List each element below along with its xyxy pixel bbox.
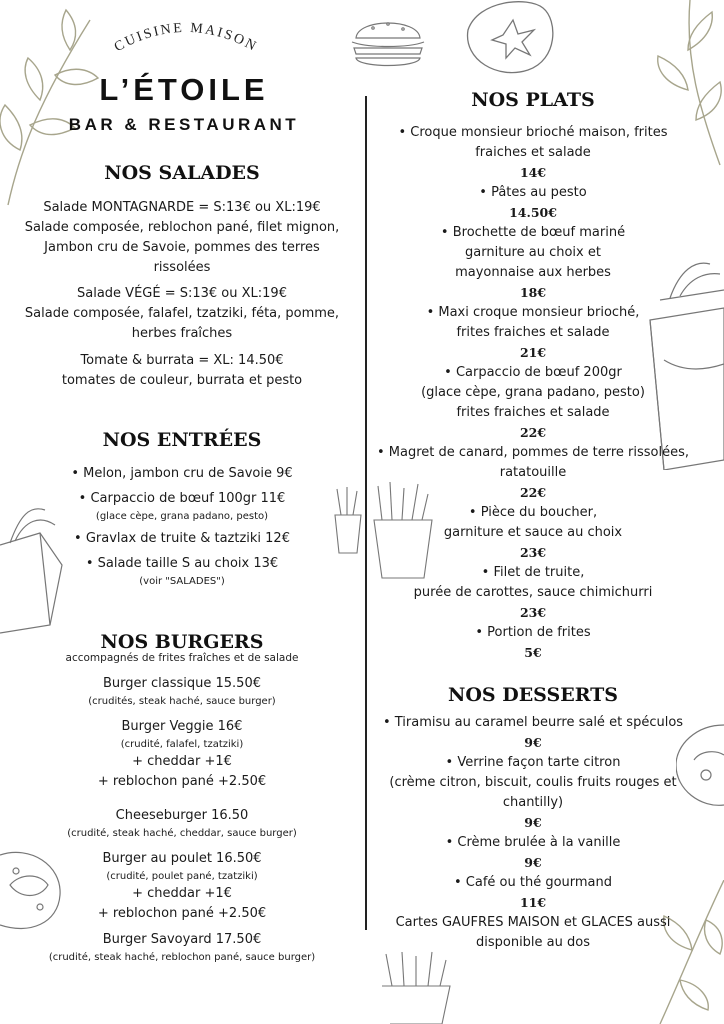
dessert-cafe-gourmand-price: 11€ xyxy=(519,895,547,910)
plat-pates-price: 14.50€ xyxy=(509,205,557,220)
salades-section xyxy=(6,198,358,391)
burgers-section xyxy=(6,674,358,965)
plat-carpaccio-line-2: (glace cèpe, grana padano, pesto) xyxy=(421,385,645,400)
plat-croque-line-2: fraiches et salade xyxy=(475,145,591,160)
plat-frites-line-1: • Portion de frites xyxy=(475,625,591,640)
plat-frites-price: 5€ xyxy=(524,645,542,660)
salade-vege-name: Salade VÉGÉ = S:13€ ou XL:19€ xyxy=(77,286,287,301)
tagline xyxy=(96,14,276,64)
desserts-section xyxy=(366,713,700,953)
tomate-burrata-name: Tomate & burrata = XL: 14.50€ xyxy=(80,353,284,368)
plat-maxi-croque-line-2: frites fraiches et salade xyxy=(456,325,610,340)
plat-magret-price: 22€ xyxy=(519,485,547,500)
entree-salade-s: • Salade taille S au choix 13€ xyxy=(85,556,279,571)
plat-truite-price: 23€ xyxy=(519,605,547,620)
dessert-creme-brulee-price: 9€ xyxy=(524,855,542,870)
plat-magret-line-1: • Magret de canard, pommes de terre rissolées, xyxy=(376,445,690,460)
dessert-tiramisu-price: 9€ xyxy=(524,735,542,750)
salade-montagnarde-name: Salade MONTAGNARDE = S:13€ ou XL:19€ xyxy=(43,200,321,215)
entree-gravlax: • Gravlax de truite & taztziki 12€ xyxy=(74,531,290,546)
entree-carpaccio: • Carpaccio de bœuf 100gr 11€ xyxy=(78,491,286,506)
entrees-heading: NOS ENTRÉES xyxy=(102,429,262,451)
burger-veggie-name: Burger Veggie 16€ xyxy=(121,719,243,734)
plat-piece-boucher-line-2: garniture et sauce au choix xyxy=(443,525,623,540)
plat-truite-line-1: • Filet de truite, xyxy=(481,565,585,580)
salade-montagnarde-desc-1: Salade composée, reblochon pané, filet mignon, xyxy=(24,220,340,235)
burger-veggie-extra-cheddar: + cheddar +1€ xyxy=(132,754,232,769)
salade-vege-desc-2: herbes fraîches xyxy=(131,326,233,341)
desserts-footer-line-1: Cartes GAUFRES MAISON et GLACES aussi xyxy=(395,915,671,930)
plat-carpaccio-line-1: • Carpaccio de bœuf 200gr xyxy=(444,365,622,380)
desserts-footer-line-2: disponible au dos xyxy=(475,935,590,950)
dessert-creme-brulee-line-1: • Crème brulée à la vanille xyxy=(445,835,621,850)
plat-brochette-price: 18€ xyxy=(519,285,547,300)
dessert-verrine-price: 9€ xyxy=(524,815,542,830)
dessert-verrine-line-1: • Verrine façon tarte citron xyxy=(445,755,621,770)
plat-piece-boucher-price: 23€ xyxy=(519,545,547,560)
burger-classique-name: Burger classique 15.50€ xyxy=(103,676,261,691)
fries-bottom-illustration xyxy=(376,950,456,1024)
burger-veggie-note: (crudité, falafel, tzatziki) xyxy=(120,739,244,750)
tomate-burrata-desc-1: tomates de couleur, burrata et pesto xyxy=(61,373,303,388)
plat-carpaccio-price: 22€ xyxy=(519,425,547,440)
burger-poulet-note: (crudité, poulet pané, tzatziki) xyxy=(106,871,258,882)
burger-illustration xyxy=(348,12,428,74)
plat-maxi-croque-price: 21€ xyxy=(519,345,547,360)
cheeseburger-name: Cheeseburger 16.50 xyxy=(115,808,249,823)
burger-savoyard-name: Burger Savoyard 17.50€ xyxy=(102,932,262,947)
dessert-tiramisu-line-1: • Tiramisu au caramel beurre salé et spéculos xyxy=(382,715,684,730)
dessert-verrine-line-2: (crème citron, biscuit, coulis fruits rouges et xyxy=(389,775,677,790)
plat-brochette-line-1: • Brochette de bœuf mariné xyxy=(440,225,626,240)
tagline-text: CUISINE MAISON xyxy=(111,20,261,56)
tomato-illustration-top xyxy=(458,0,568,80)
burger-poulet-name: Burger au poulet 16.50€ xyxy=(102,851,262,866)
desserts-heading: NOS DESSERTS xyxy=(447,684,619,706)
restaurant-name: L’ÉTOILE xyxy=(99,72,269,107)
salade-vege-desc-1: Salade composée, falafel, tzatziki, féta, pomme, xyxy=(24,306,340,321)
plat-brochette-line-3: mayonnaise aux herbes xyxy=(455,265,611,280)
entrees-section xyxy=(6,464,358,589)
burger-savoyard-note: (crudité, steak haché, reblochon pané, sauce burger) xyxy=(48,952,316,963)
plats-section xyxy=(366,123,700,663)
burgers-subtitle: accompagnés de frites fraîches et de salade xyxy=(65,652,299,664)
entree-melon: • Melon, jambon cru de Savoie 9€ xyxy=(71,466,293,481)
entree-salade-s-note: (voir "SALADES") xyxy=(139,576,225,587)
burger-poulet-extra-cheddar: + cheddar +1€ xyxy=(132,886,232,901)
plat-pates-line-1: • Pâtes au pesto xyxy=(479,185,587,200)
salade-montagnarde-desc-2: Jambon cru de Savoie, pommes des terres xyxy=(44,240,320,255)
plat-piece-boucher-line-1: • Pièce du boucher, xyxy=(468,505,598,520)
plat-carpaccio-line-3: frites fraiches et salade xyxy=(456,405,610,420)
cheeseburger-note: (crudité, steak haché, cheddar, sauce burger) xyxy=(67,828,297,839)
plats-heading: NOS PLATS xyxy=(471,89,595,111)
salades-heading: NOS SALADES xyxy=(104,162,260,184)
burger-veggie-extra-reblochon: + reblochon pané +2.50€ xyxy=(97,774,267,789)
plat-croque-price: 14€ xyxy=(519,165,547,180)
entree-carpaccio-note: (glace cèpe, grana padano, pesto) xyxy=(95,511,269,522)
dessert-verrine-line-3: chantilly) xyxy=(502,795,564,810)
plat-maxi-croque-line-1: • Maxi croque monsieur brioché, xyxy=(426,305,640,320)
dessert-cafe-gourmand-line-1: • Café ou thé gourmand xyxy=(453,875,613,890)
burger-classique-note: (crudités, steak haché, sauce burger) xyxy=(88,696,276,707)
plat-truite-line-2: purée de carottes, sauce chimichurri xyxy=(413,585,653,600)
burger-poulet-extra-reblochon: + reblochon pané +2.50€ xyxy=(97,906,267,921)
plat-croque-line-1: • Croque monsieur brioché maison, frites xyxy=(398,125,668,140)
restaurant-subtitle: BAR & RESTAURANT xyxy=(68,115,300,134)
plat-magret-line-2: ratatouille xyxy=(499,465,567,480)
burgers-heading: NOS BURGERS xyxy=(100,631,264,653)
svg-text:CUISINE MAISON xyxy=(112,21,260,55)
salade-montagnarde-desc-3: rissolées xyxy=(153,260,211,275)
plat-brochette-line-2: garniture au choix et xyxy=(465,245,601,260)
